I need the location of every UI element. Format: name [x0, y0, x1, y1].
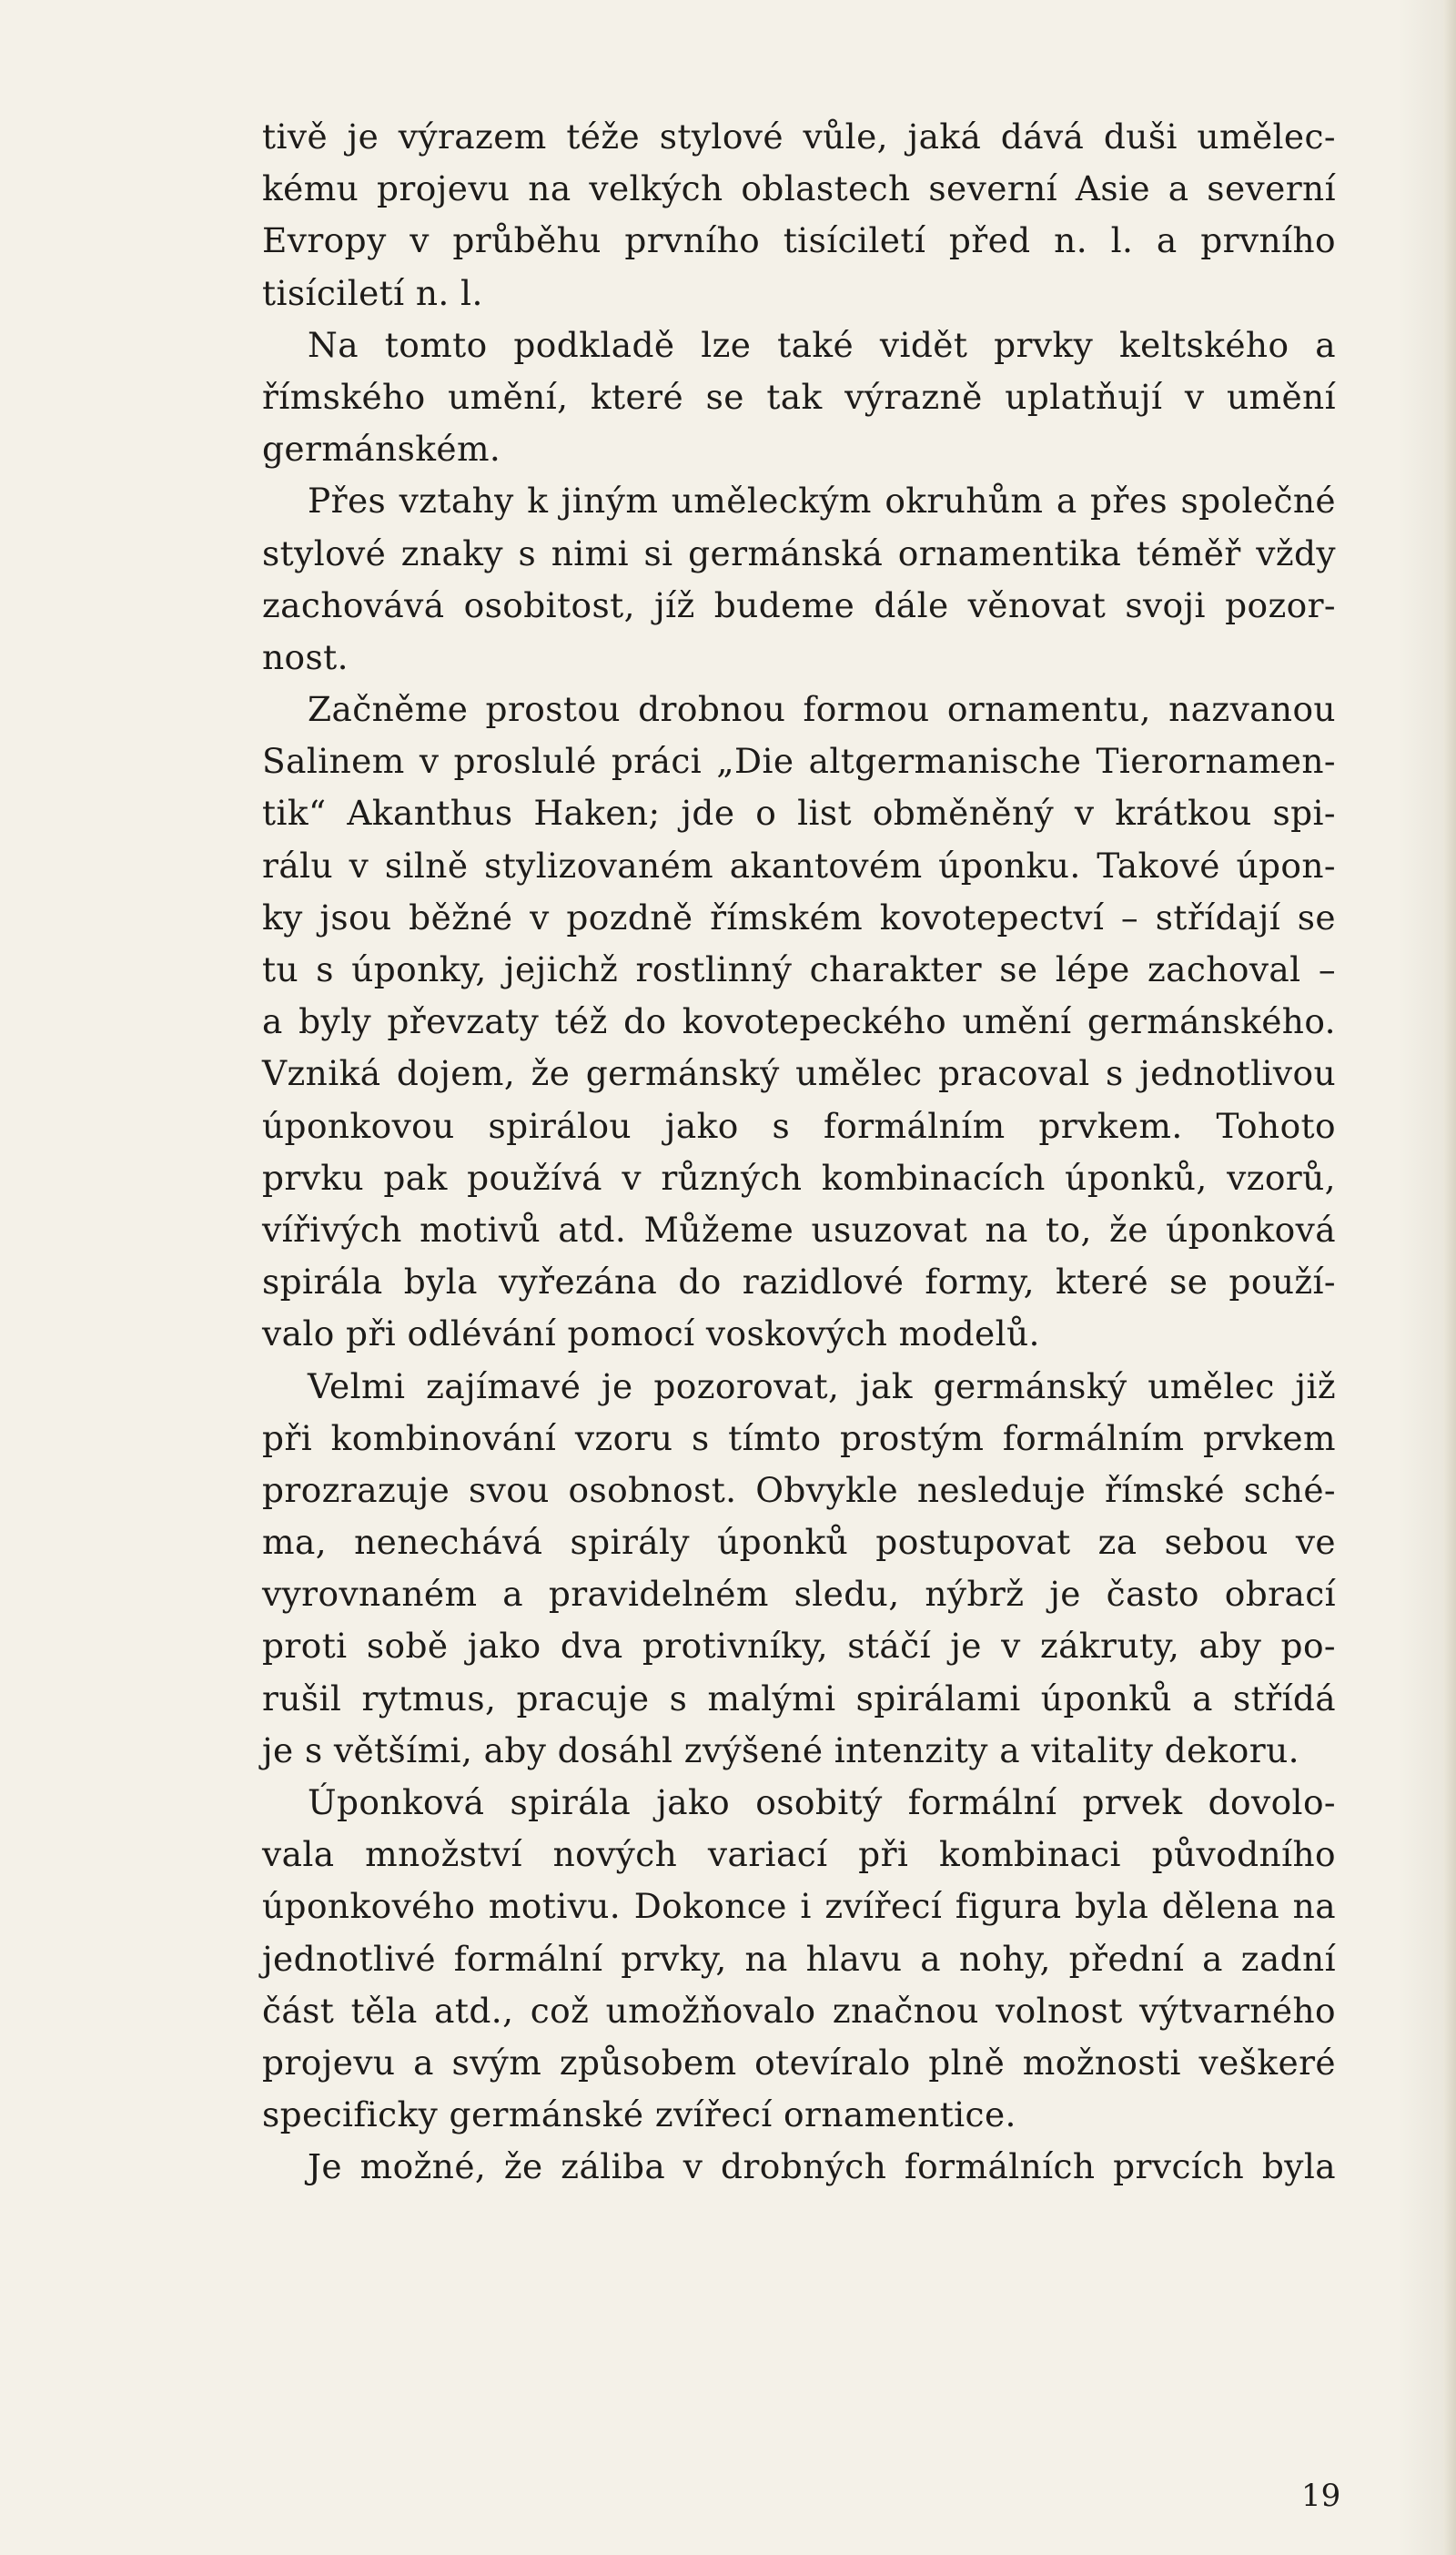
text-line: Salinem v proslulé práci „Die altgermanische Tierornamen-	[262, 741, 1336, 782]
text-line: jednotlivé formální prvky, na hlavu a nohy, přední a zadní	[262, 1938, 1336, 1979]
text-line: je s většími, aby dosáhl zvýšené intenzity a vitality dekoru.	[262, 1729, 1299, 1770]
text-line: římského umění, které se tak výrazně uplatňují v umění	[262, 376, 1336, 417]
text-line: tisíciletí n. l.	[262, 272, 483, 313]
text-line: nost.	[262, 636, 349, 677]
text-line: tik“ Akanthus Haken; jde o list obměněný v krátkou spi-	[262, 793, 1336, 834]
text-line: vala množství nových variací při kombinaci původního	[262, 1834, 1336, 1875]
text-line: valo při odlévání pomocí voskových modelů.	[262, 1313, 1040, 1354]
paragraph-4	[262, 684, 1336, 1360]
paragraph-5	[262, 1361, 1336, 1778]
text-line: Úponková spirála jako osobitý formální prvek dovolo-	[308, 1782, 1336, 1822]
text-line: germánském.	[262, 429, 501, 470]
text-line: projevu a svým způsobem otevíralo plně možnosti veškeré	[262, 2042, 1336, 2083]
text-line: Evropy v průběhu prvního tisíciletí před n. l. a prvního	[262, 220, 1336, 261]
text-line: Na tomto podkladě lze také vidět prvky keltského a	[308, 324, 1336, 365]
text-line: stylové znaky s nimi si germánská ornamentika téměř vždy	[262, 532, 1336, 573]
text-line: Začněme prostou drobnou formou ornamentu, nazvanou	[308, 689, 1336, 730]
body-text	[262, 111, 1336, 2194]
text-line: proti sobě jako dva protivníky, stáčí je v zákruty, aby po-	[262, 1626, 1336, 1667]
paragraph-7	[262, 2141, 1336, 2193]
text-line: Velmi zajímavé je pozorovat, jak germánský umělec již	[308, 1365, 1336, 1406]
page-edge-shadow	[1443, 0, 1456, 2555]
text-line: při kombinování vzoru s tímto prostým formálním prvkem	[262, 1417, 1336, 1458]
text-line: specificky germánské zvířecí ornamentice.	[262, 2094, 1016, 2135]
text-line: spirála byla vyřezána do razidlové formy, které se použí-	[262, 1262, 1336, 1303]
paragraph-6	[262, 1777, 1336, 2141]
text-line: zachovává osobitost, jíž budeme dále věnovat svoji pozor-	[262, 584, 1336, 625]
text-line: kému projevu na velkých oblastech severní Asie a severní	[262, 168, 1336, 209]
text-line: ma, nenechává spirály úponků postupovat za sebou ve	[262, 1522, 1336, 1563]
text-line: vyrovnaném a pravidelném sledu, nýbrž je často obrací	[262, 1574, 1336, 1615]
text-line: rálu v silně stylizovaném akantovém úponku. Takové úpon-	[262, 845, 1336, 886]
text-line: tivě je výrazem téže stylové vůle, jaká dává duši umělec-	[262, 117, 1336, 157]
text-line: vířivých motivů atd. Můžeme usuzovat na to, že úponková	[262, 1209, 1336, 1250]
text-line: Vzniká dojem, že germánský umělec pracoval s jednotlivou	[262, 1053, 1336, 1094]
paragraph-1	[262, 111, 1336, 319]
text-line: prvku pak používá v různých kombinacích úponků, vzorů,	[262, 1157, 1336, 1198]
text-line: část těla atd., což umožňovalo značnou volnost výtvarného	[262, 1990, 1336, 2031]
text-line: tu s úponky, jejichž rostlinný charakter se lépe zachoval –	[262, 949, 1336, 989]
text-line: Je možné, že záliba v drobných formálních prvcích byla	[308, 2146, 1336, 2187]
text-line: Přes vztahy k jiným uměleckým okruhům a přes společné	[308, 481, 1336, 522]
text-line: prozrazuje svou osobnost. Obvykle nesleduje římské sché-	[262, 1469, 1336, 1510]
text-line: úponkovou spirálou jako s formálním prvkem. Tohoto	[262, 1105, 1336, 1146]
page-number: 19	[1301, 2478, 1341, 2514]
text-line: rušil rytmus, pracuje s malými spirálami úponků a střídá	[262, 1678, 1336, 1719]
paragraph-2	[262, 319, 1336, 476]
text-line: úponkového motivu. Dokonce i zvířecí figura byla dělena na	[262, 1886, 1336, 1927]
paragraph-3	[262, 475, 1336, 684]
text-line: ky jsou běžné v pozdně římském kovotepectví – střídají se	[262, 897, 1336, 938]
text-line: a byly převzaty též do kovotepeckého umění germánského.	[262, 1001, 1336, 1042]
